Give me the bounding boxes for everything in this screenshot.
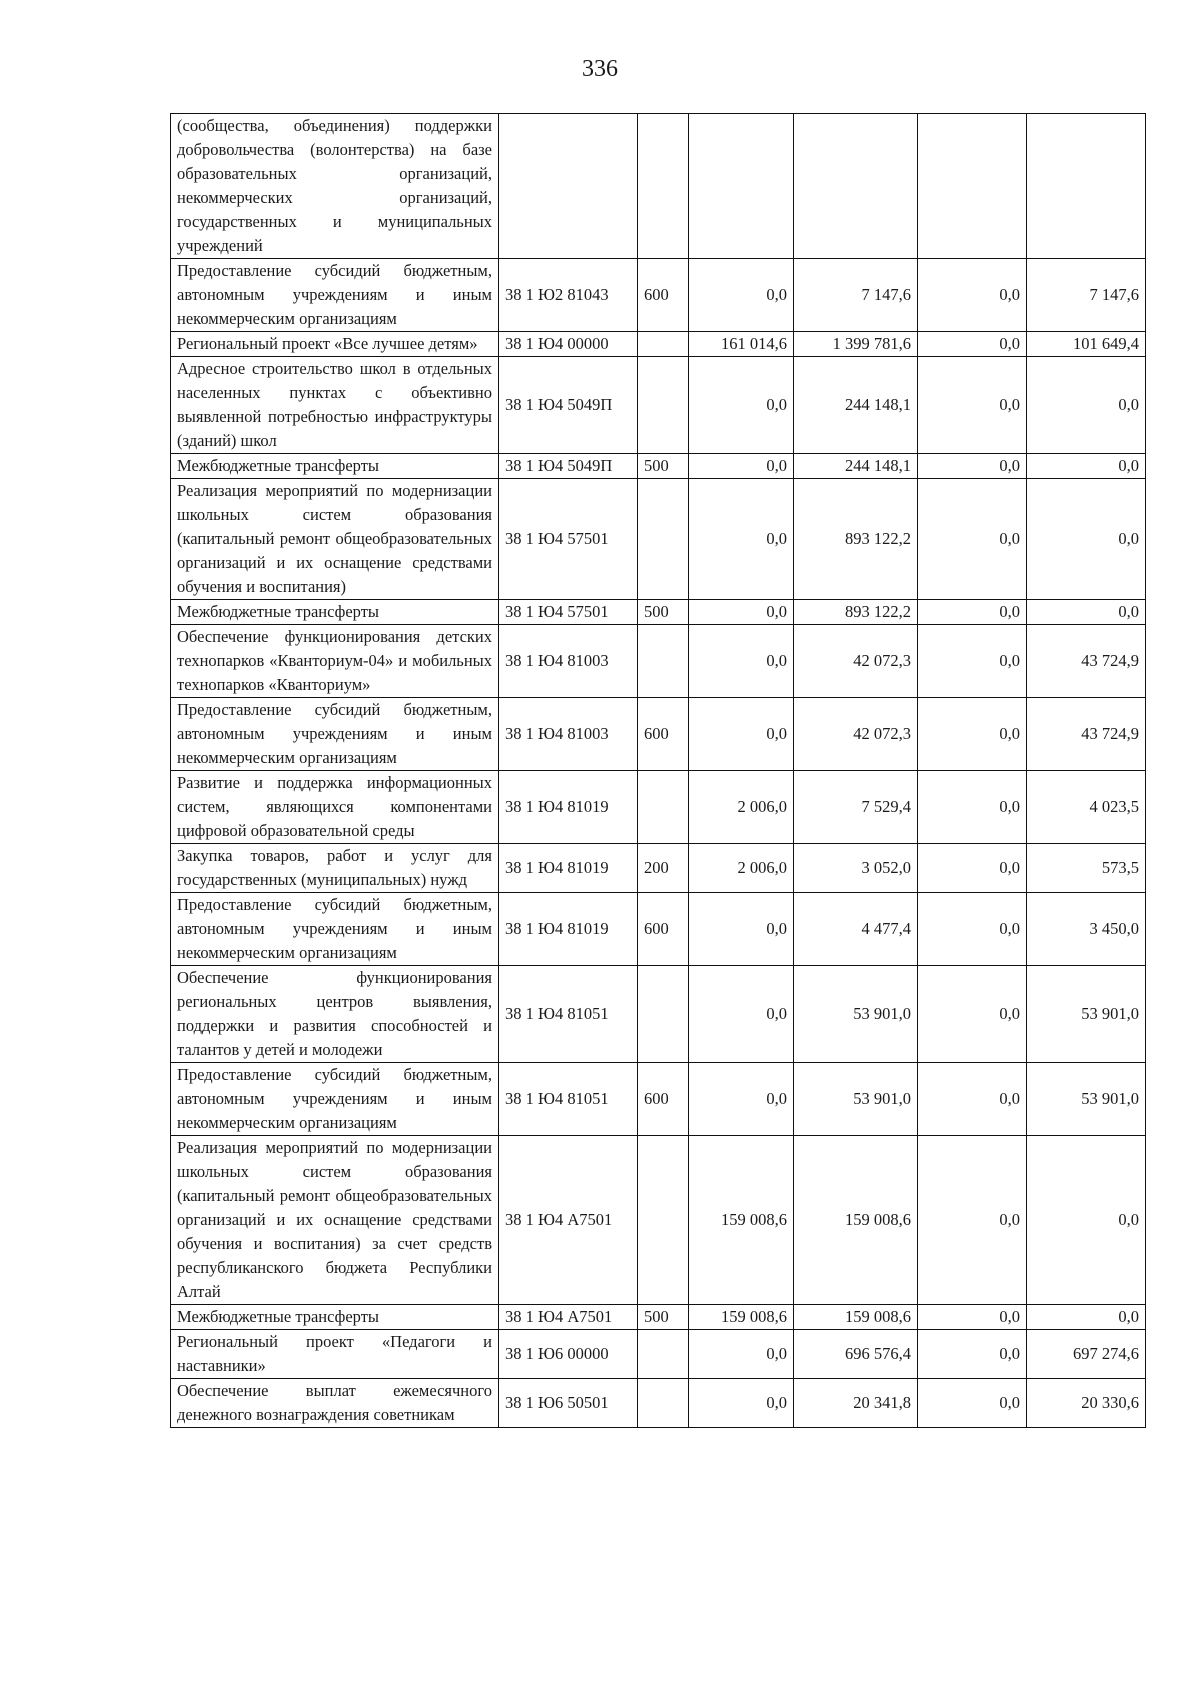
row-code-cell: 38 1 Ю4 57501: [499, 479, 638, 600]
row-value-4-cell: 20 330,6: [1027, 1379, 1146, 1428]
row-name-cell: (сообщества, объединения) поддержки добровольчества (волонтерства) на базе образовательных организаций, некоммерческих организаций, государственных и муниципальных учреждений: [171, 114, 499, 259]
row-name-cell: Развитие и поддержка информационных систем, являющихся компонентами цифровой образовательной среды: [171, 771, 499, 844]
row-expense-type-cell: [638, 1136, 689, 1305]
table-row: [171, 1330, 1146, 1379]
row-name-cell: Региональный проект «Все лучшее детям»: [171, 332, 499, 357]
row-expense-type-cell: 500: [638, 600, 689, 625]
row-expense-type-cell: [638, 114, 689, 259]
row-value-1-cell: 0,0: [689, 259, 794, 332]
table-row: [171, 625, 1146, 698]
table-row: [171, 600, 1146, 625]
row-value-4-cell: 3 450,0: [1027, 893, 1146, 966]
row-value-2-cell: 893 122,2: [794, 479, 918, 600]
row-value-1-cell: 0,0: [689, 625, 794, 698]
row-value-3-cell: 0,0: [918, 1379, 1027, 1428]
row-expense-type-cell: [638, 1379, 689, 1428]
page-number: 336: [582, 56, 618, 82]
row-value-4-cell: 697 274,6: [1027, 1330, 1146, 1379]
row-code-cell: 38 1 Ю4 81051: [499, 966, 638, 1063]
table-row: [171, 479, 1146, 600]
row-value-3-cell: [918, 114, 1027, 259]
row-value-2-cell: 3 052,0: [794, 844, 918, 893]
row-value-2-cell: 42 072,3: [794, 625, 918, 698]
row-code-cell: 38 1 Ю4 00000: [499, 332, 638, 357]
row-value-3-cell: 0,0: [918, 259, 1027, 332]
table-row: [171, 1305, 1146, 1330]
row-value-3-cell: 0,0: [918, 454, 1027, 479]
row-name-cell: Межбюджетные трансферты: [171, 454, 499, 479]
row-value-2-cell: 42 072,3: [794, 698, 918, 771]
row-value-2-cell: 696 576,4: [794, 1330, 918, 1379]
row-value-4-cell: 53 901,0: [1027, 1063, 1146, 1136]
row-code-cell: 38 1 Ю4 81003: [499, 698, 638, 771]
row-expense-type-cell: [638, 357, 689, 454]
row-value-4-cell: 43 724,9: [1027, 698, 1146, 771]
row-name-cell: Предоставление субсидий бюджетным, автономным учреждениям и иным некоммерческим организациям: [171, 698, 499, 771]
row-value-2-cell: 159 008,6: [794, 1305, 918, 1330]
row-value-1-cell: 159 008,6: [689, 1305, 794, 1330]
row-value-1-cell: 0,0: [689, 1330, 794, 1379]
row-code-cell: 38 1 Ю4 5049П: [499, 454, 638, 479]
row-name-cell: Адресное строительство школ в отдельных населенных пунктах с объективно выявленной потребностью инфраструктуры (зданий) школ: [171, 357, 499, 454]
table-row: [171, 893, 1146, 966]
table-row: [171, 1379, 1146, 1428]
row-value-3-cell: 0,0: [918, 966, 1027, 1063]
row-value-2-cell: [794, 114, 918, 259]
row-name-cell: Обеспечение функционирования региональных центров выявления, поддержки и развития способностей и талантов у детей и молодежи: [171, 966, 499, 1063]
row-code-cell: 38 1 Ю4 81019: [499, 844, 638, 893]
row-expense-type-cell: [638, 771, 689, 844]
row-value-1-cell: 2 006,0: [689, 844, 794, 893]
row-expense-type-cell: [638, 479, 689, 600]
row-value-3-cell: 0,0: [918, 600, 1027, 625]
row-value-2-cell: 53 901,0: [794, 1063, 918, 1136]
row-value-1-cell: 0,0: [689, 1379, 794, 1428]
row-value-1-cell: 0,0: [689, 454, 794, 479]
row-value-1-cell: 161 014,6: [689, 332, 794, 357]
row-value-3-cell: 0,0: [918, 844, 1027, 893]
row-value-4-cell: 43 724,9: [1027, 625, 1146, 698]
row-value-1-cell: 0,0: [689, 600, 794, 625]
row-value-4-cell: 53 901,0: [1027, 966, 1146, 1063]
row-value-4-cell: 0,0: [1027, 1305, 1146, 1330]
row-value-1-cell: 2 006,0: [689, 771, 794, 844]
row-value-1-cell: 0,0: [689, 698, 794, 771]
row-value-1-cell: 0,0: [689, 357, 794, 454]
row-code-cell: 38 1 Ю4 81019: [499, 771, 638, 844]
row-value-3-cell: 0,0: [918, 698, 1027, 771]
table-row: [171, 966, 1146, 1063]
row-value-4-cell: 7 147,6: [1027, 259, 1146, 332]
row-code-cell: [499, 114, 638, 259]
row-value-3-cell: 0,0: [918, 332, 1027, 357]
row-value-2-cell: 53 901,0: [794, 966, 918, 1063]
row-value-4-cell: 573,5: [1027, 844, 1146, 893]
row-value-3-cell: 0,0: [918, 1305, 1027, 1330]
row-code-cell: 38 1 Ю4 57501: [499, 600, 638, 625]
row-code-cell: 38 1 Ю4 А7501: [499, 1136, 638, 1305]
row-value-2-cell: 20 341,8: [794, 1379, 918, 1428]
row-value-1-cell: 0,0: [689, 1063, 794, 1136]
table-row: [171, 357, 1146, 454]
table-row: [171, 454, 1146, 479]
table-row: [171, 259, 1146, 332]
table-row: [171, 1136, 1146, 1305]
row-value-2-cell: 7 529,4: [794, 771, 918, 844]
row-value-2-cell: 893 122,2: [794, 600, 918, 625]
row-code-cell: 38 1 Ю4 5049П: [499, 357, 638, 454]
row-value-2-cell: 7 147,6: [794, 259, 918, 332]
row-value-4-cell: 0,0: [1027, 1136, 1146, 1305]
row-code-cell: 38 1 Ю6 00000: [499, 1330, 638, 1379]
row-value-2-cell: 4 477,4: [794, 893, 918, 966]
row-expense-type-cell: 600: [638, 893, 689, 966]
row-value-4-cell: 0,0: [1027, 357, 1146, 454]
row-code-cell: 38 1 Ю4 81051: [499, 1063, 638, 1136]
table-row: [171, 332, 1146, 357]
row-expense-type-cell: 500: [638, 1305, 689, 1330]
row-value-4-cell: 0,0: [1027, 454, 1146, 479]
row-value-1-cell: 0,0: [689, 893, 794, 966]
row-name-cell: Реализация мероприятий по модернизации школьных систем образования (капитальный ремонт общеобразовательных организаций и их оснащение средствами обучения и воспитания) за счет средств республиканского бюджета Республики Алтай: [171, 1136, 499, 1305]
row-value-1-cell: [689, 114, 794, 259]
row-code-cell: 38 1 Ю4 81003: [499, 625, 638, 698]
row-value-2-cell: 1 399 781,6: [794, 332, 918, 357]
row-expense-type-cell: [638, 1330, 689, 1379]
row-value-1-cell: 0,0: [689, 479, 794, 600]
row-expense-type-cell: [638, 966, 689, 1063]
row-expense-type-cell: 600: [638, 1063, 689, 1136]
row-value-3-cell: 0,0: [918, 357, 1027, 454]
table-row: [171, 114, 1146, 259]
row-expense-type-cell: [638, 332, 689, 357]
row-value-4-cell: 0,0: [1027, 600, 1146, 625]
table-row: [171, 844, 1146, 893]
row-expense-type-cell: 500: [638, 454, 689, 479]
row-code-cell: 38 1 Ю4 А7501: [499, 1305, 638, 1330]
row-code-cell: 38 1 Ю2 81043: [499, 259, 638, 332]
row-name-cell: Предоставление субсидий бюджетным, автономным учреждениям и иным некоммерческим организациям: [171, 259, 499, 332]
row-value-1-cell: 0,0: [689, 966, 794, 1063]
row-name-cell: Реализация мероприятий по модернизации школьных систем образования (капитальный ремонт общеобразовательных организаций и их оснащение средствами обучения и воспитания): [171, 479, 499, 600]
row-value-3-cell: 0,0: [918, 1330, 1027, 1379]
table-row: [171, 1063, 1146, 1136]
row-name-cell: Региональный проект «Педагоги и наставники»: [171, 1330, 499, 1379]
row-name-cell: Предоставление субсидий бюджетным, автономным учреждениям и иным некоммерческим организациям: [171, 1063, 499, 1136]
row-expense-type-cell: 600: [638, 698, 689, 771]
budget-table: [170, 113, 1146, 1428]
budget-table-body: [171, 114, 1146, 1428]
row-code-cell: 38 1 Ю6 50501: [499, 1379, 638, 1428]
row-expense-type-cell: 600: [638, 259, 689, 332]
table-row: [171, 698, 1146, 771]
row-name-cell: Обеспечение выплат ежемесячного денежного вознаграждения советникам: [171, 1379, 499, 1428]
row-name-cell: Межбюджетные трансферты: [171, 600, 499, 625]
row-value-1-cell: 159 008,6: [689, 1136, 794, 1305]
row-value-4-cell: [1027, 114, 1146, 259]
row-name-cell: Обеспечение функционирования детских технопарков «Кванториум-04» и мобильных технопарков «Кванториум»: [171, 625, 499, 698]
row-value-2-cell: 244 148,1: [794, 454, 918, 479]
row-expense-type-cell: [638, 625, 689, 698]
row-value-2-cell: 159 008,6: [794, 1136, 918, 1305]
row-expense-type-cell: 200: [638, 844, 689, 893]
row-value-4-cell: 101 649,4: [1027, 332, 1146, 357]
row-value-3-cell: 0,0: [918, 893, 1027, 966]
row-name-cell: Закупка товаров, работ и услуг для государственных (муниципальных) нужд: [171, 844, 499, 893]
row-value-2-cell: 244 148,1: [794, 357, 918, 454]
row-value-3-cell: 0,0: [918, 479, 1027, 600]
row-code-cell: 38 1 Ю4 81019: [499, 893, 638, 966]
row-value-3-cell: 0,0: [918, 1136, 1027, 1305]
row-value-3-cell: 0,0: [918, 1063, 1027, 1136]
row-name-cell: Предоставление субсидий бюджетным, автономным учреждениям и иным некоммерческим организациям: [171, 893, 499, 966]
row-value-4-cell: 0,0: [1027, 479, 1146, 600]
row-value-3-cell: 0,0: [918, 771, 1027, 844]
row-value-4-cell: 4 023,5: [1027, 771, 1146, 844]
row-value-3-cell: 0,0: [918, 625, 1027, 698]
row-name-cell: Межбюджетные трансферты: [171, 1305, 499, 1330]
table-row: [171, 771, 1146, 844]
